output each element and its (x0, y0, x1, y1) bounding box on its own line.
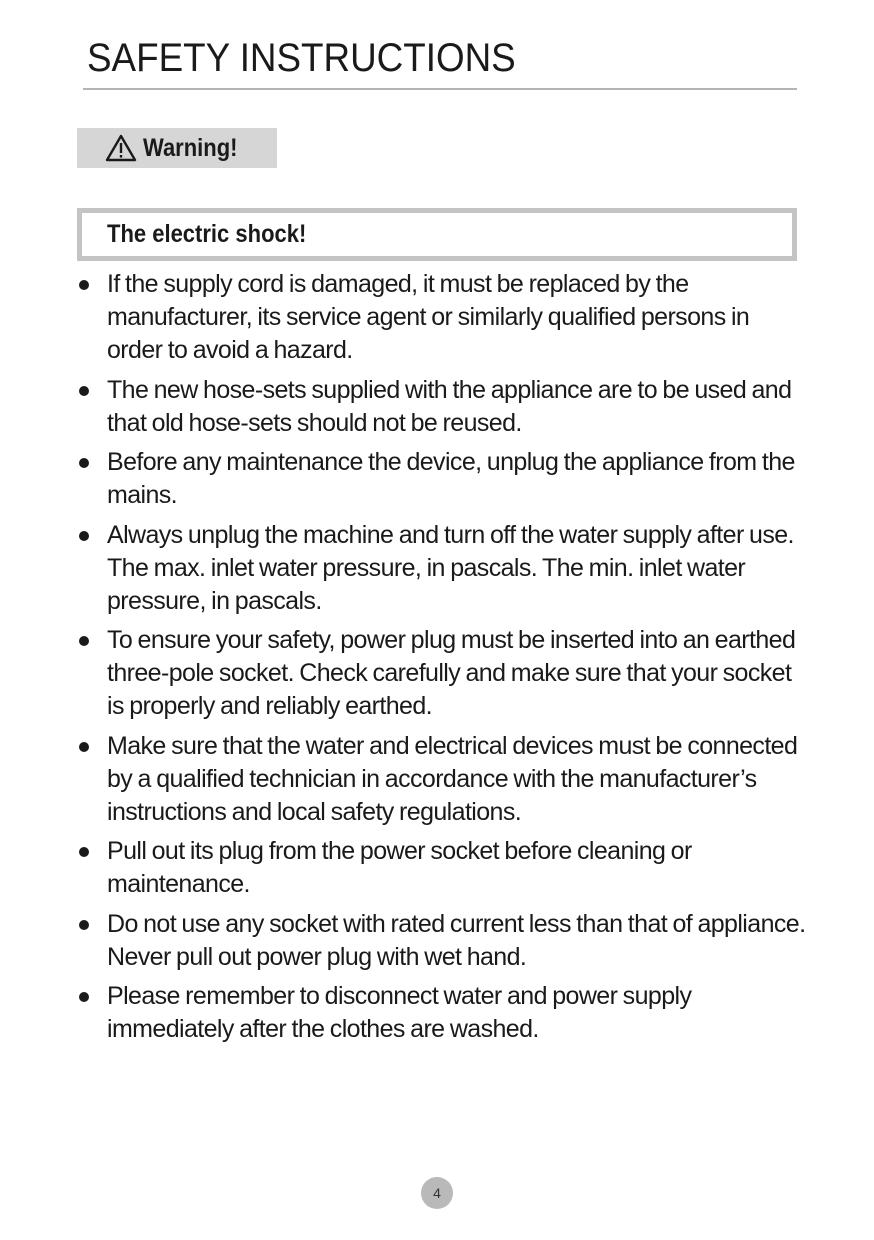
bullet-icon (79, 847, 89, 857)
list-item-text: Please remember to disconnect water and power supply immediately after the clothes are washed. (107, 982, 692, 1043)
title-divider (83, 88, 797, 90)
page-number: 4 (421, 1177, 453, 1209)
list-item-text: Before any maintenance the device, unplug the appliance from the mains. (107, 448, 795, 509)
list-item (0, 519, 807, 618)
bullet-icon (79, 742, 89, 752)
list-item (0, 835, 807, 901)
warning-badge (77, 128, 277, 168)
list-item (0, 980, 807, 1046)
warning-triangle-icon (105, 134, 137, 162)
bullet-icon (79, 386, 89, 396)
safety-instruction-list (0, 268, 874, 1053)
list-item-text: Do not use any socket with rated current less than that of appliance. Never pull out power plug with wet hand. (107, 909, 806, 971)
list-item-text: Always unplug the machine and turn off the water supply after use. The max. inlet water pressure, in pascals. The min. inlet water pressure, in pascals. (107, 520, 794, 615)
section-heading-box (77, 208, 797, 261)
list-item (0, 730, 807, 829)
list-item-text: Pull out its plug from the power socket before cleaning or maintenance. (107, 837, 692, 898)
bullet-icon (79, 920, 89, 930)
list-item-text: If the supply cord is damaged, it must be replaced by the manufacturer, its service agent or similarly qualified persons in order to avoid a hazard. (107, 270, 750, 364)
bullet-icon (79, 280, 89, 290)
list-item-text: To ensure your safety, power plug must be inserted into an earthed three-pole socket. Check carefully and make sure that your socket is properly and reliably earthed. (107, 626, 796, 720)
bullet-icon (79, 531, 89, 541)
section-heading: The electric shock! (107, 220, 307, 248)
list-item (0, 446, 807, 512)
list-item (0, 374, 807, 440)
bullet-icon (79, 458, 89, 468)
bullet-icon (79, 636, 89, 646)
page-title: SAFETY INSTRUCTIONS (87, 36, 516, 80)
bullet-icon (79, 992, 89, 1002)
list-item (0, 624, 807, 723)
list-item-text: The new hose-sets supplied with the appliance are to be used and that old hose-sets should not be reused. (107, 375, 792, 437)
warning-label: Warning! (143, 133, 238, 162)
list-item (0, 268, 807, 367)
list-item-text: Make sure that the water and electrical devices must be connected by a qualified technician in accordance with the manufacturer’s instructions and local safety regulations. (107, 731, 798, 826)
list-item (0, 908, 807, 974)
